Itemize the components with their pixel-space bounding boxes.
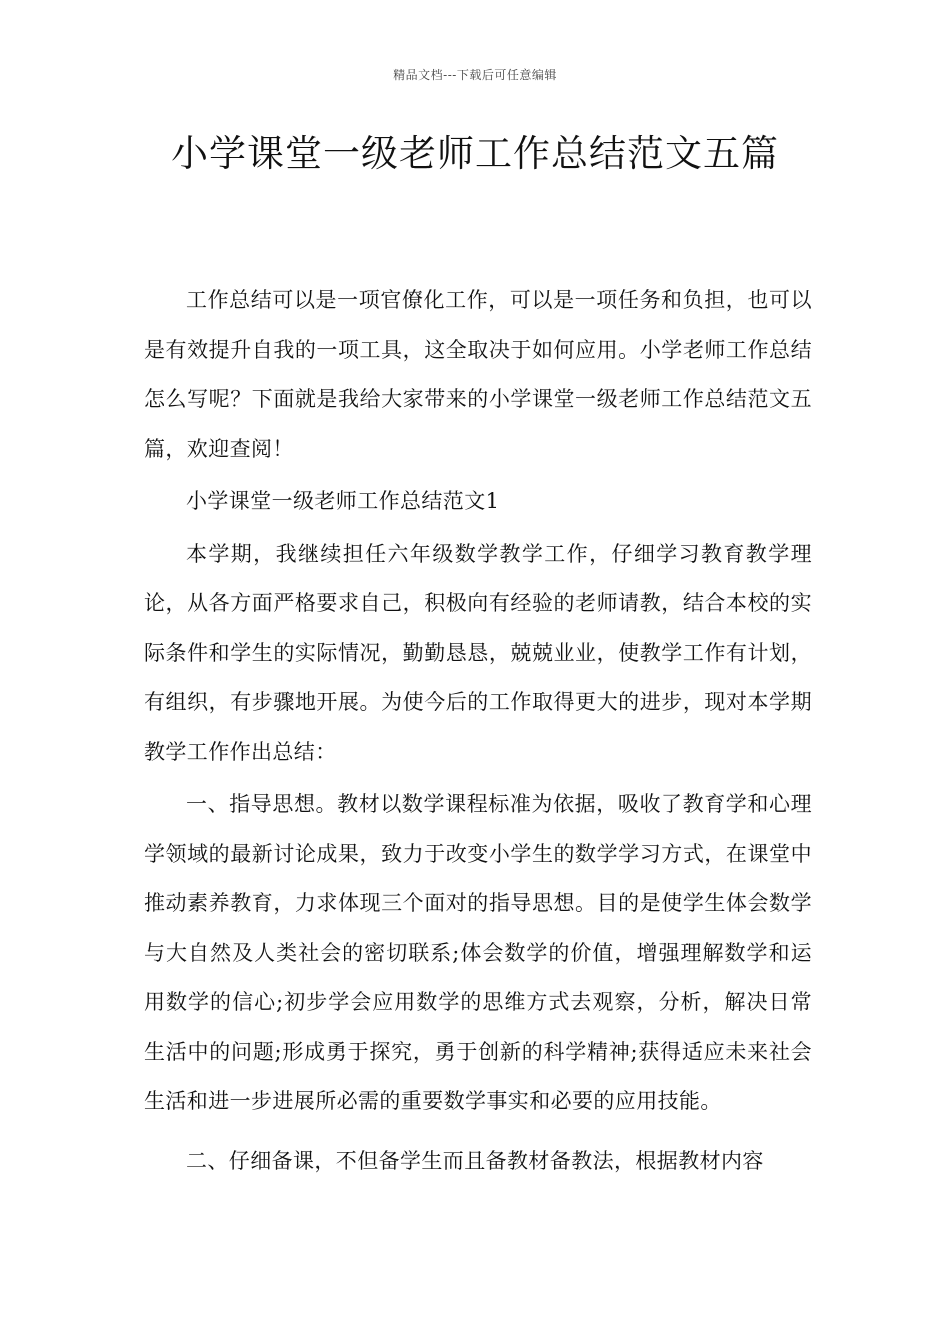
- intro-paragraph: 工作总结可以是一项官僚化工作，可以是一项任务和负担，也可以是有效提升自我的一项工具，这全取决于如何应用。小学老师工作总结怎么写呢？下面就是我给大家带来的小学课堂一级老师工作总结范文五篇，欢迎查阅！: [144, 288, 812, 461]
- section-heading: 小学课堂一级老师工作总结范文1: [186, 489, 500, 513]
- document-body: [144, 276, 812, 1186]
- body-paragraph: 一、指导思想。教材以数学课程标准为依据，吸收了教育学和心理学领域的最新讨论成果，致力于改变小学生的数学学习方式，在课堂中推动素养教育，力求体现三个面对的指导思想。目的是使学生体会数学与大自然及人类社会的密切联系;体会数学的价值，增强理解数学和运用数学的信心;初步学会应用数学的思维方式去观察，分析，解决日常生活中的问题;形成勇于探究，勇于创新的科学精神;获得适应未来社会生活和进一步进展所必需的重要数学事实和必要的应用技能。: [144, 792, 812, 1113]
- body-paragraph: 二、仔细备课，不但备学生而且备教材备教法，根据教材内容: [186, 1148, 764, 1173]
- document-title: 小学课堂一级老师工作总结范文五篇: [171, 132, 779, 175]
- header-note: 精品文档---下载后可任意编辑: [393, 68, 557, 82]
- body-paragraph: 本学期，我继续担任六年级数学教学工作，仔细学习教育教学理论，从各方面严格要求自己，积极向有经验的老师请教，结合本校的实际条件和学生的实际情况，勤勤恳恳，兢兢业业，使教学工作有计划，有组织，有步骤地开展。为使今后的工作取得更大的进步，现对本学期教学工作作出总结：: [144, 541, 812, 764]
